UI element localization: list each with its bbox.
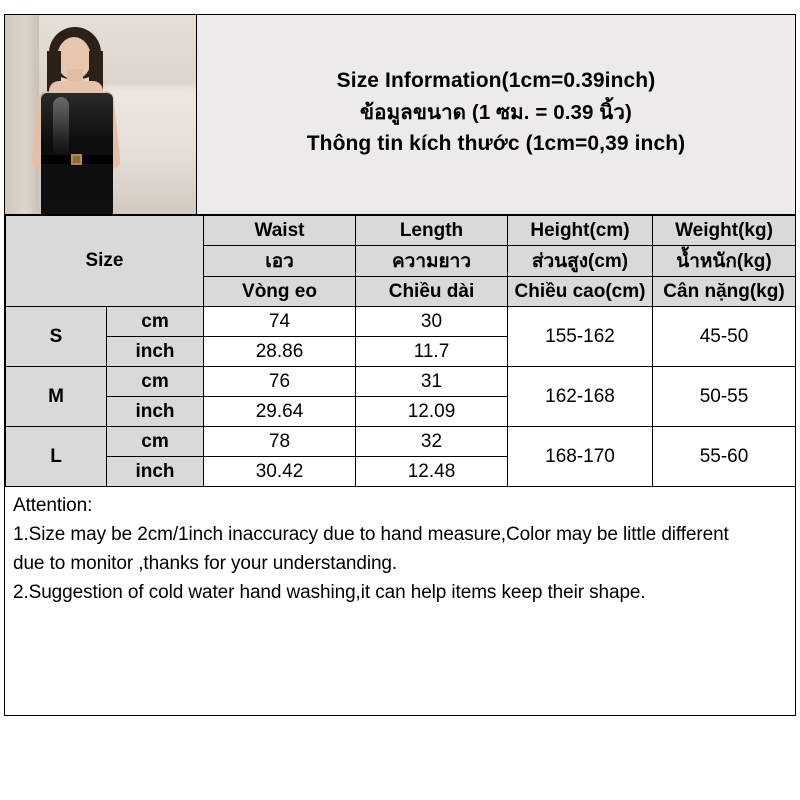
row-l-waist-inch: 30.42 [204,457,356,487]
row-l-weight: 55-60 [653,427,796,487]
size-header-cell: Size [6,216,204,307]
row-m-waist-cm: 76 [204,367,356,397]
row-s-height: 155-162 [508,307,653,367]
title-vietnamese: Thông tin kích thước (1cm=0,39 inch) [306,132,686,156]
row-m-height: 162-168 [508,367,653,427]
col-height-en: Height(cm) [508,216,653,246]
row-s-unit-cm: cm [107,307,204,337]
attention-line-2: due to monitor ,thanks for your understanding. [13,552,398,574]
col-weight-en: Weight(kg) [653,216,796,246]
attention-line-3: 2.Suggestion of cold water hand washing,it can help items keep their shape. [13,581,646,603]
header-row [5,15,795,215]
title-block [197,15,795,214]
row-s-waist-inch: 28.86 [204,337,356,367]
row-size-l: L [6,427,107,487]
size-table [5,215,796,487]
row-size-s: S [6,307,107,367]
row-m-length-cm: 31 [356,367,508,397]
col-waist-th: เอว [204,246,356,277]
col-height-vi: Chiều cao(cm) [508,277,653,307]
col-weight-th: น้ำหนัก(kg) [653,246,796,277]
table-row [6,367,796,397]
col-length-en: Length [356,216,508,246]
photo-curtain [5,15,39,214]
attention-heading: Attention: [13,495,93,516]
col-length-vi: Chiều dài [356,277,508,307]
row-l-length-cm: 32 [356,427,508,457]
row-s-length-cm: 30 [356,307,508,337]
row-size-m: M [6,367,107,427]
row-s-length-inch: 11.7 [356,337,508,367]
row-m-unit-inch: inch [107,397,204,427]
table-header-row-en [6,216,796,246]
row-m-unit-cm: cm [107,367,204,397]
row-l-length-inch: 12.48 [356,457,508,487]
size-chart-frame [4,14,796,716]
title-english: Size Information(1cm=0.39inch) [336,69,656,93]
model-dress-highlight [53,97,69,157]
table-row [6,307,796,337]
attention-line-1: 1.Size may be 2cm/1inch inaccuracy due to hand measure,Color may be little different [13,523,729,545]
row-l-unit-inch: inch [107,457,204,487]
row-s-waist-cm: 74 [204,307,356,337]
row-m-waist-inch: 29.64 [204,397,356,427]
col-weight-vi: Cân nặng(kg) [653,277,796,307]
row-l-waist-cm: 78 [204,427,356,457]
row-l-unit-cm: cm [107,427,204,457]
col-height-th: ส่วนสูง(cm) [508,246,653,277]
attention-block [5,487,795,715]
model-belt-buckle [71,154,82,165]
col-waist-vi: Vòng eo [204,277,356,307]
product-photo [5,15,197,214]
row-s-weight: 45-50 [653,307,796,367]
row-m-weight: 50-55 [653,367,796,427]
row-s-unit-inch: inch [107,337,204,367]
title-thai: ข้อมูลขนาด (1 ซม. = 0.39 นิ้ว) [360,100,632,124]
row-l-height: 168-170 [508,427,653,487]
col-length-th: ความยาว [356,246,508,277]
table-row [6,427,796,457]
col-waist-en: Waist [204,216,356,246]
row-m-length-inch: 12.09 [356,397,508,427]
